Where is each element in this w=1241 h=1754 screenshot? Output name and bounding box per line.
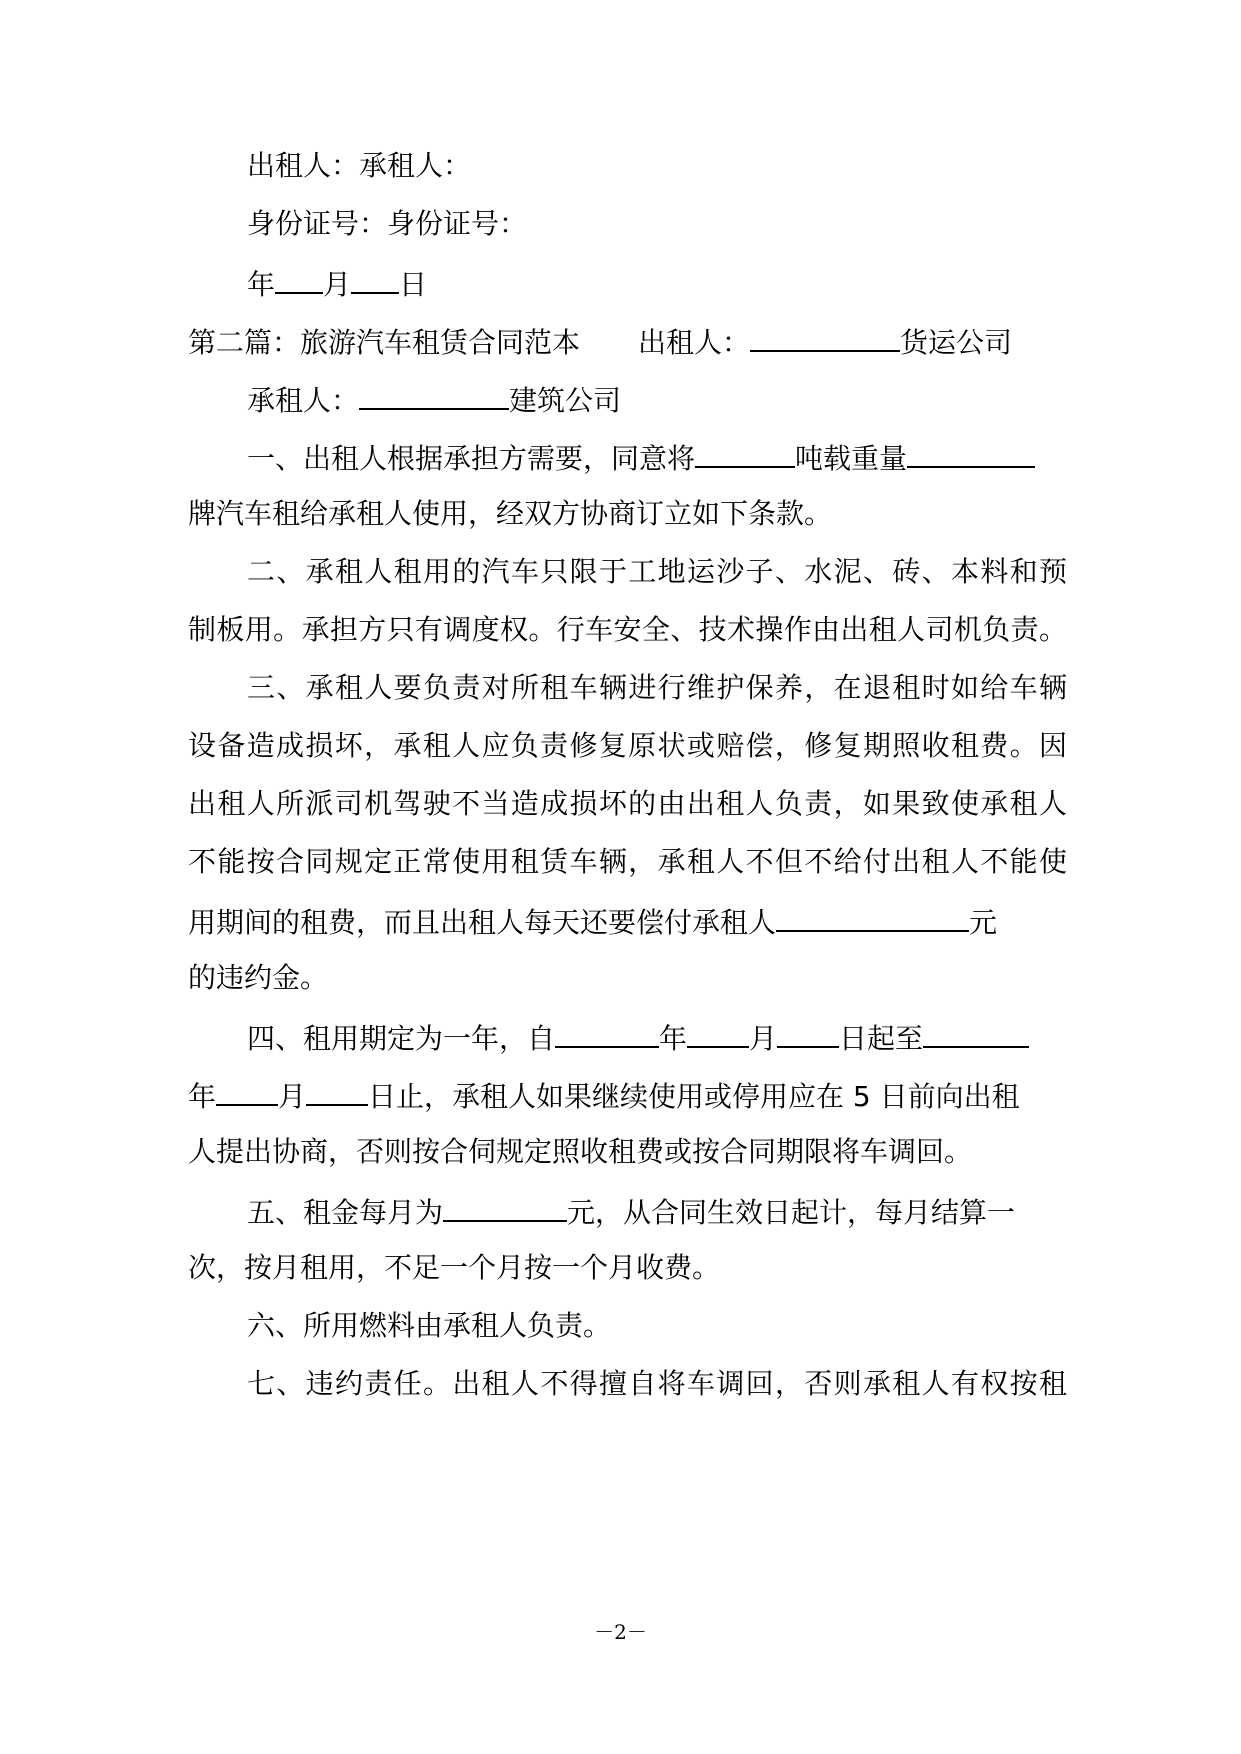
clause-3: 三、承租人要负责对所租车辆进行维护保养，在退租时如给车辆 (247, 671, 1067, 704)
clause-1: 一、出租人根据承担方需要，同意将 吨载重量 (247, 436, 1127, 479)
lessee-line: 承租人： 建筑公司 (247, 378, 1127, 421)
blank-field (351, 262, 399, 294)
signature-line-date: 年 月 日 (247, 262, 1127, 305)
clause-5: 五、租金每月为 元，从合同生效日起计，每月结算一 (247, 1190, 1127, 1233)
blank-field (216, 1074, 278, 1106)
blank-field (776, 900, 969, 932)
blank-field (907, 436, 1035, 468)
clause-4: 四、租用期定为一年，自 年 月 日起至 (247, 1016, 1127, 1059)
blank-field (555, 1016, 659, 1048)
blank-field (306, 1074, 368, 1106)
blank-field (777, 1016, 839, 1048)
clause-3-cont: 出租人所派司机驾驶不当造成损坏的由出租人负责，如果致使承租人 (188, 787, 1067, 820)
blank-field (443, 1190, 567, 1222)
clause-2-cont: 制板用。承担方只有调度权。行车安全、技术操作由出租人司机负责。 (188, 613, 1067, 646)
blank-field (695, 436, 795, 468)
clause-5-cont: 次，按月租用，不足一个月按一个月收费。 (188, 1251, 721, 1284)
blank-field (275, 262, 323, 294)
clause-3-cont: 设备造成损坏，承租人应负责修复原状或赔偿，修复期照收租费。因 (188, 729, 1067, 762)
clause-2: 二、承租人租用的汽车只限于工地运沙子、水泥、砖、本料和预 (247, 555, 1067, 588)
clause-7: 七、违约责任。出租人不得擅自将车调回，否则承租人有权按租 (247, 1367, 1067, 1400)
section-title: 第二篇：旅游汽车租赁合同范本 (188, 326, 581, 359)
clause-3-cont: 不能按合同规定正常使用租赁车辆，承租人不但不给付出租人不能使 (188, 845, 1067, 878)
clause-4-cont: 年 月 日止，承租人如果继续使用或停用应在 5 日前向出租 (188, 1074, 1068, 1117)
blank-field (923, 1016, 1029, 1048)
clause-4-cont: 人提出协商，否则按合伺规定照收租费或按合同期限将车调回。 (188, 1135, 973, 1168)
blank-field (359, 378, 509, 410)
signature-line-id: 身份证号：身份证号： (247, 207, 528, 240)
signature-line-parties: 出租人：承租人： (247, 149, 472, 182)
clause-1-cont: 牌汽车租给承租人使用，经双方协商订立如下条款。 (188, 497, 833, 530)
blank-field (750, 320, 900, 352)
section-title-line: 第二篇：旅游汽车租赁合同范本 出租人： 货运公司 (188, 320, 1068, 363)
clause-3-cont: 用期间的租费，而且出租人每天还要偿付承租人 元 (188, 900, 1068, 943)
clause-3-cont: 的违约金。 (188, 961, 329, 994)
clause-6: 六、所用燃料由承租人负责。 (247, 1309, 612, 1342)
blank-field (687, 1016, 749, 1048)
page-number: －2－ (594, 1620, 647, 1644)
